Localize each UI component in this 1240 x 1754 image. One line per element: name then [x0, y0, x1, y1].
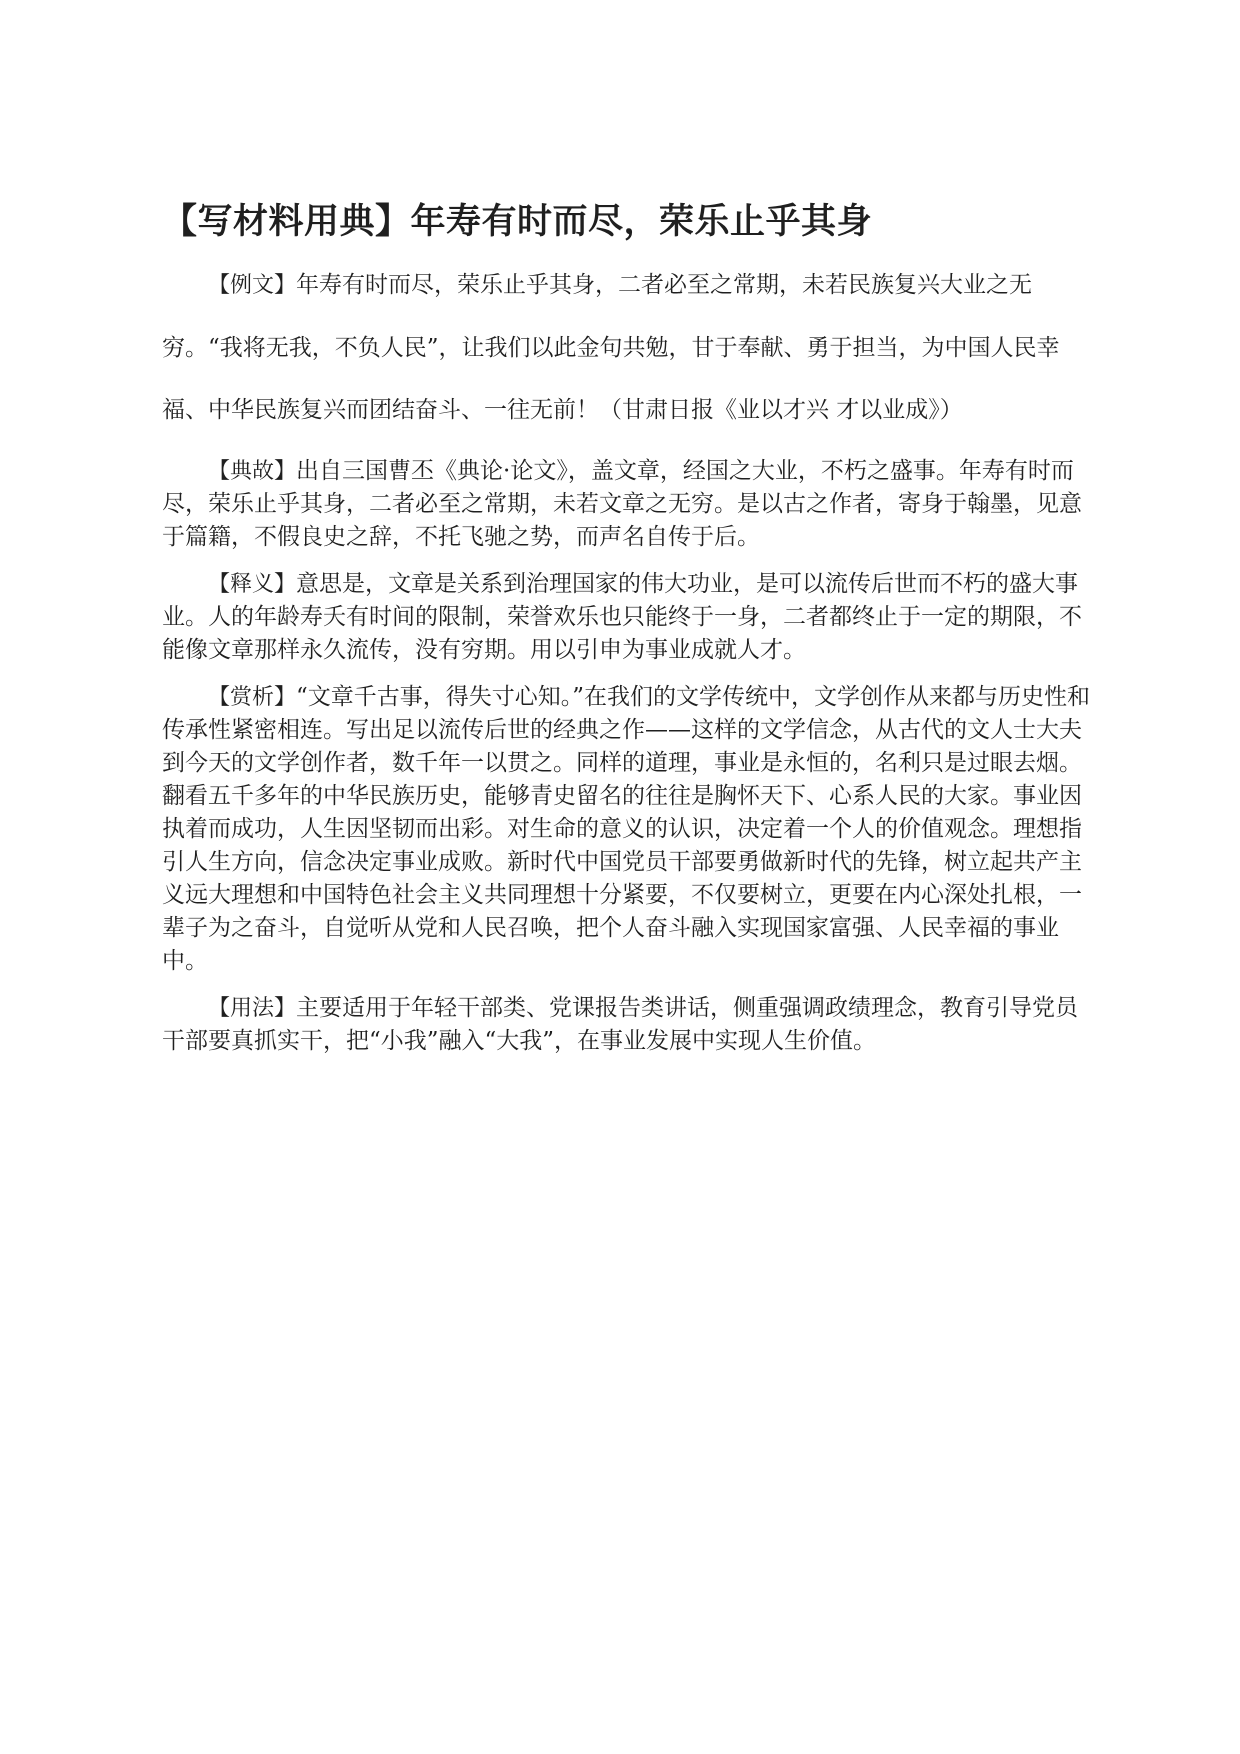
meaning-text: 意思是，文章是关系到治理国家的伟大功业，是可以流传后世而不朽的盛大事业。人的年龄寿夭有时间的限制，荣誉欢乐也只能终于一身，二者都终止于一定的期限，不能像文章那样永久流传，没有穷期。用以引申为事业成就人才。 [162, 571, 1082, 663]
allusion-text: 出自三国曹丕《典论·论文》，盖文章，经国之大业，不朽之盛事。年寿有时而尽，荣乐止乎其身，二者必至之常期，未若文章之无穷。是以古之作者，寄身于翰墨，见意于篇籍，不假良史之辞，不托飞驰之势，而声名自传于后。 [162, 458, 1082, 550]
page-title: 【写材料用典】年寿有时而尽，荣乐止乎其身 [162, 202, 873, 242]
document-page [162, 198, 1092, 1058]
usage-text: 主要适用于年轻干部类、党课报告类讲话，侧重强调政绩理念，教育引导党员干部要真抓实干，把“小我”融入“大我”，在事业发展中实现人生价值。 [162, 995, 1079, 1054]
usage-paragraph [162, 992, 1092, 1058]
meaning-paragraph [162, 568, 1092, 667]
section-label-example: 【例文】 [208, 273, 297, 298]
example-paragraph [162, 254, 1092, 441]
section-label-usage: 【用法】 [208, 996, 297, 1021]
example-text: 年寿有时而尽，荣乐止乎其身，二者必至之常期，未若民族复兴大业之无穷。“我将无我，不负人民”，让我们以此金句共勉，甘于奉献、勇于担当，为中国人民幸福、中华民族复兴而团结奋斗、一往无前！ [162, 272, 1060, 423]
example-source: （甘肃日报《业以才兴 才以业成》） [599, 397, 963, 423]
appreciation-text: “文章千古事，得失寸心知。”在我们的文学传统中，文学创作从来都与历史性和传承性紧密相连。写出足以流传后世的经典之作——这样的文学信念，从古代的文人士大夫到今天的文学创作者，数千年一以贯之。同样的道理，事业是永恒的，名利只是过眼去烟。翻看五千多年的中华民族历史，能够青史留名的往往是胸怀天下、心系人民的大家。事业因执着而成功，人生因坚韧而出彩。对生命的意义的认识，决定着一个人的价值观念。理想指引人生方向，信念决定事业成败。新时代中国党员干部要勇做新时代的先锋，树立起共产主义远大理想和中国特色社会主义共同理想十分紧要，不仅要树立，更要在内心深处扎根，一辈子为之奋斗，自觉听从党和人民召唤，把个人奋斗融入实现国家富强、人民幸福的事业中。 [162, 684, 1091, 974]
appreciation-paragraph [162, 681, 1092, 978]
section-label-allusion: 【典故】 [208, 459, 297, 484]
section-label-appreciation: 【赏析】 [208, 685, 297, 710]
allusion-paragraph [162, 455, 1092, 554]
section-label-meaning: 【释义】 [208, 572, 297, 597]
